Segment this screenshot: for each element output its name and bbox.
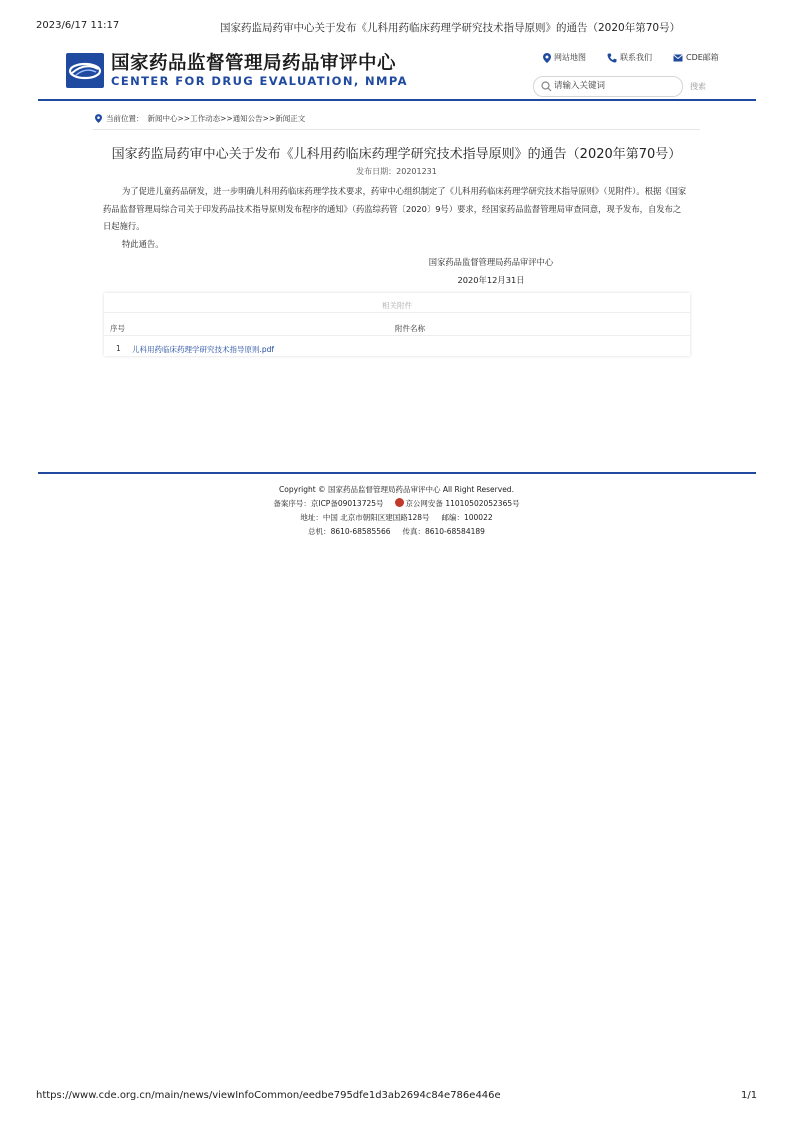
print-url: https://www.cde.org.cn/main/news/viewInfoCommon/eedbe795dfe1d3ab2694c84e786e446e [36, 1090, 501, 1101]
breadcrumb-news-body: >>新闻正文 [262, 114, 306, 123]
location-pin-icon [543, 53, 551, 63]
police-badge-icon [395, 498, 404, 507]
attachment-link[interactable]: 儿科用药临床药理学研究技术指导原则.pdf [132, 345, 275, 354]
attachments-col-no: 序号 [110, 324, 125, 333]
contact-label: 联系我们 [620, 53, 652, 62]
footer-copyright: Copyright © 国家药品监督管理局药品审评中心 All Right Reserved. [279, 485, 514, 494]
search-button[interactable]: 搜索 [690, 82, 706, 91]
mail-icon [673, 54, 683, 62]
footer-icp [0, 498, 793, 509]
publish-date-value: 20201231 [396, 167, 437, 176]
site-en-name: CENTER FOR DRUG EVALUATION, NMPA [111, 74, 408, 88]
footer-phone [0, 526, 793, 537]
footer-divider [38, 472, 756, 474]
sitemap-link[interactable] [543, 52, 586, 63]
attachments-heading: 相关附件 [382, 301, 412, 310]
contact-link[interactable] [607, 52, 652, 63]
attachments-col-name: 附件名称 [395, 324, 425, 333]
search-input[interactable] [554, 79, 674, 93]
phone-label: 总机： [308, 527, 331, 536]
header-divider [38, 99, 756, 101]
cde-logo[interactable] [66, 53, 104, 88]
breadcrumb-divider [93, 129, 700, 130]
icp-label: 备案序号： [273, 499, 311, 508]
location-pin-icon [95, 114, 102, 123]
signature-org: 国家药品监督管理局药品审评中心 [428, 257, 554, 267]
phone-value: 8610-68585566 [330, 527, 391, 536]
article-closing: 特此通告。 [122, 238, 164, 249]
print-page-number: 1/1 [741, 1090, 758, 1101]
print-doc-title: 国家药监局药审中心关于发布《儿科用药临床药理学研究技术指导原则》的通告（2020年第70号） [220, 22, 681, 34]
attachments-divider [104, 335, 690, 336]
logo-emblem-icon [66, 53, 104, 88]
attachments-divider [104, 312, 690, 313]
site-cn-name: 国家药品监督管理局药品审评中心 [111, 53, 397, 74]
fax-label: 传真： [402, 527, 425, 536]
footer-address [0, 512, 793, 523]
article-title: 国家药监局药审中心关于发布《儿科用药临床药理学研究技术指导原则》的通告（2020年第70号） [111, 147, 682, 162]
phone-icon [607, 53, 617, 63]
breadcrumb [95, 113, 305, 124]
address-value: 中国 北京市朝阳区建国路128号 [322, 513, 430, 522]
police-record[interactable]: 京公网安备 11010502052365号 [405, 499, 520, 508]
postcode-label: 邮编： [441, 513, 464, 522]
mail-label: CDE邮箱 [686, 53, 719, 62]
address-label: 地址： [300, 513, 323, 522]
icp-number[interactable]: 京ICP备09013725号 [310, 499, 384, 508]
search-icon [541, 81, 552, 92]
attachment-no: 1 [116, 344, 121, 353]
breadcrumb-news-center[interactable]: 新闻中心 [147, 114, 178, 123]
postcode-value: 100022 [463, 513, 493, 522]
print-datetime: 2023/6/17 11:17 [36, 20, 120, 31]
search-box [533, 76, 683, 97]
breadcrumb-notices[interactable]: >>通知公告 [220, 114, 263, 123]
publish-date [0, 166, 793, 177]
mail-link[interactable] [673, 52, 719, 63]
fax-value: 8610-68584189 [424, 527, 485, 536]
breadcrumb-work-updates[interactable]: >>工作动态 [177, 114, 221, 123]
sitemap-label: 网站地图 [554, 53, 586, 62]
signature-date: 2020年12月31日 [457, 275, 525, 285]
attachments-panel [104, 293, 690, 356]
breadcrumb-label: 当前位置： [106, 114, 144, 123]
publish-date-label: 发布日期： [356, 167, 397, 176]
article-paragraph: 为了促进儿童药品研发，进一步明确儿科用药临床药理学技术要求，药审中心组织制定了《儿科用药临床药理学研究技术指导原则》（见附件）。根据《国家药品监督管理局综合司关于印发药品技术指导原则发布程序的通知》（药监综药管〔2020〕9号）要求，经国家药品监督管理局审查同意，现予发布，自发布之日起施行。 [103, 186, 687, 231]
article-body [103, 183, 689, 253]
